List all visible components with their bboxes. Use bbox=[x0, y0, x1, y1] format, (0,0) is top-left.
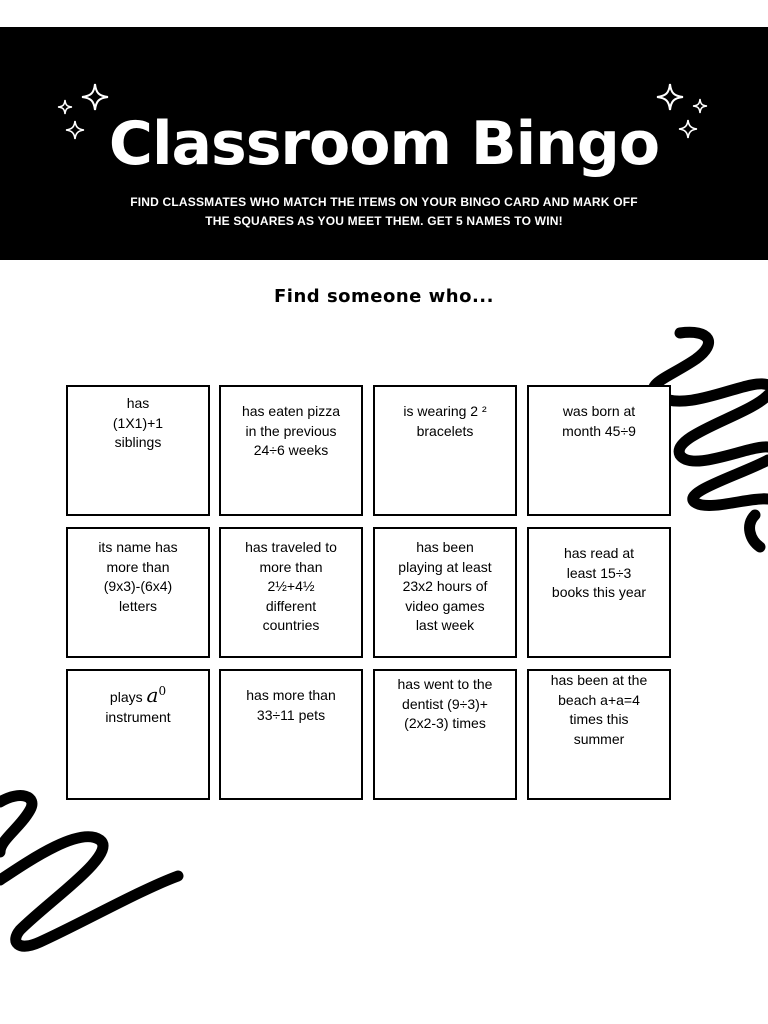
bingo-square-text: has traveled to bbox=[245, 539, 337, 555]
bingo-square-text: has been at the bbox=[550, 672, 648, 688]
bingo-square-text: playing at least bbox=[398, 558, 492, 575]
math-exponent: 0 bbox=[158, 684, 167, 698]
bingo-square-text: books this year bbox=[551, 584, 647, 600]
bingo-square-text: month 45÷9 bbox=[562, 422, 636, 439]
bingo-square-text: dentist (9÷3)+ bbox=[402, 695, 488, 712]
bingo-square-text: (1X1)+1 bbox=[112, 414, 164, 431]
bingo-square-text: 24÷6 weeks bbox=[253, 442, 329, 458]
bingo-square-text: is wearing 2 ² bbox=[403, 403, 487, 419]
bingo-square-text: its name has bbox=[98, 539, 178, 555]
bingo-square-text: video games bbox=[405, 597, 485, 614]
bingo-square-text bbox=[68, 683, 208, 708]
sparkle-icon bbox=[678, 119, 698, 139]
page-title: Classroom Bingo bbox=[108, 109, 660, 179]
bingo-square[interactable] bbox=[527, 527, 671, 658]
squiggle-decoration bbox=[0, 790, 200, 960]
bingo-square[interactable] bbox=[219, 669, 363, 800]
bingo-square-text: has more than bbox=[246, 687, 336, 703]
bingo-square-text: different bbox=[265, 597, 317, 614]
find-someone-heading: Find someone who... bbox=[274, 286, 494, 307]
bingo-square[interactable] bbox=[373, 527, 517, 658]
bingo-square-text: beach a+a=4 bbox=[558, 691, 640, 708]
bingo-square-text: has been bbox=[416, 539, 474, 555]
instructions-text: FIND CLASSMATES WHO MATCH THE ITEMS ON YOUR BINGO CARD AND MARK OFF THE SQUARES AS YOU MEET THEM. GET 5 NAMES TO WIN! bbox=[130, 195, 638, 228]
sparkle-icon bbox=[80, 82, 110, 112]
bingo-square[interactable] bbox=[527, 385, 671, 516]
bingo-square-text: summer bbox=[573, 730, 625, 747]
bingo-square-text: 33÷11 pets bbox=[256, 706, 326, 723]
math-base: a bbox=[146, 683, 159, 707]
bingo-square[interactable] bbox=[527, 669, 671, 800]
bingo-square[interactable] bbox=[373, 669, 517, 800]
bingo-square-text: plays bbox=[109, 689, 147, 705]
bingo-square-text: times this bbox=[569, 711, 629, 727]
bingo-square-text: bracelets bbox=[416, 422, 474, 439]
bingo-square-text: 2½+4½ bbox=[267, 578, 315, 594]
bingo-square-text: (9x3)-(6x4) bbox=[103, 578, 173, 594]
sparkle-icon bbox=[57, 99, 73, 115]
bingo-square-text: least 15÷3 bbox=[566, 564, 632, 581]
bingo-square-text: has went to the bbox=[397, 676, 493, 692]
bingo-square-text: has read at bbox=[563, 545, 635, 561]
bingo-square[interactable] bbox=[66, 527, 210, 658]
bingo-square[interactable] bbox=[66, 385, 210, 516]
bingo-square[interactable] bbox=[219, 527, 363, 658]
bingo-square-text: more than bbox=[106, 558, 170, 575]
bingo-square-text: countries bbox=[262, 617, 320, 633]
bingo-square-text: 23x2 hours of bbox=[402, 578, 488, 594]
bingo-square[interactable] bbox=[66, 669, 210, 800]
bingo-square-text: has bbox=[126, 395, 150, 411]
bingo-square-text: siblings bbox=[114, 434, 162, 450]
bingo-square-text: instrument bbox=[105, 708, 171, 725]
sparkle-icon bbox=[65, 120, 85, 140]
bingo-square-text: last week bbox=[415, 617, 475, 633]
bingo-square-text: was born at bbox=[562, 403, 636, 419]
bingo-square-text: has eaten pizza bbox=[241, 403, 341, 419]
math-expression bbox=[147, 683, 167, 707]
bingo-square-text: (2x2-3) times bbox=[404, 715, 486, 731]
bingo-square[interactable] bbox=[373, 385, 517, 516]
bingo-square[interactable] bbox=[219, 385, 363, 516]
bingo-square-text: more than bbox=[259, 558, 323, 575]
bingo-square-text: letters bbox=[118, 597, 158, 614]
bingo-square-text: in the previous bbox=[245, 422, 337, 439]
sparkle-icon bbox=[692, 98, 708, 114]
sparkle-icon bbox=[655, 82, 685, 112]
